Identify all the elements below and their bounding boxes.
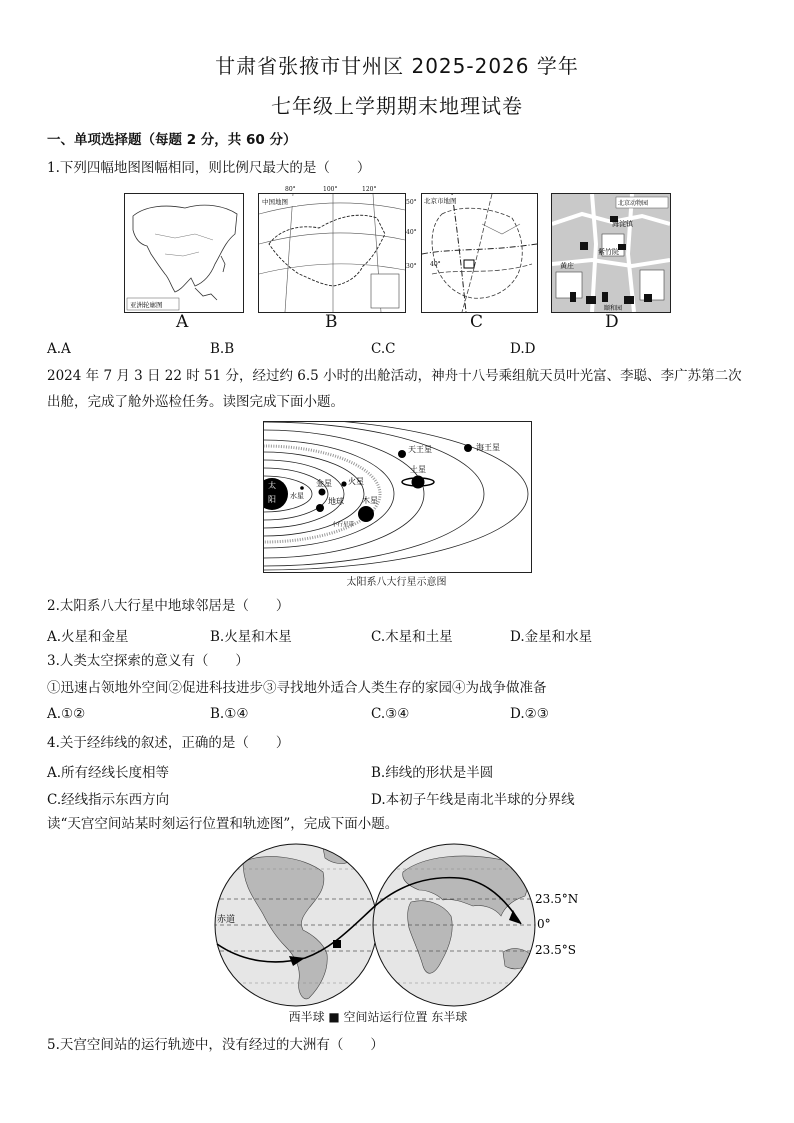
- map-d-label-yiheyuan: 颐和园: [604, 305, 623, 312]
- map-b-lat-50: 50°: [406, 199, 417, 206]
- station-position-icon: [333, 940, 341, 948]
- mercury-label: 水星: [290, 492, 304, 500]
- intro2-line1: 2024 年 7 月 3 日 22 时 51 分，经过约 6.5 小时的出舱活动，神舟十八号乘组航天员叶光富、李聪、李广苏第二次: [47, 368, 742, 384]
- map-d-label-haidian: 海淀镇: [612, 220, 633, 228]
- exam-title-line1: 甘肃省张掖市甘州区 2025-2026 学年: [215, 54, 579, 78]
- map-d-label-zizhuyuan: 紫竹院: [598, 248, 619, 256]
- map-b-lat-40: 40°: [406, 229, 417, 236]
- saturn-icon: [412, 476, 425, 489]
- q2-option-d[interactable]: D.金星和水星: [510, 629, 593, 645]
- q3-items: ①迅速占领地外空间②促进科技进步③寻找地外适合人类生存的家园④为战争做准备: [47, 680, 547, 696]
- q4-stem: 4.关于经纬线的叙述，正确的是（ ）: [47, 735, 290, 751]
- section-heading: 一、单项选择题（每题 2 分，共 60 分）: [47, 132, 297, 148]
- map-b-letter: B: [325, 312, 338, 332]
- neptune-label: 海王星: [476, 443, 500, 452]
- intro5: 读“天宫空间站某时刻运行位置和轨迹图”，完成下面小题。: [47, 816, 399, 832]
- venus-label: 金星: [316, 479, 332, 488]
- map-a-asia-outline: [124, 193, 244, 313]
- equator-label: 赤道: [217, 915, 236, 925]
- jupiter-icon: [358, 506, 374, 522]
- earth-label: 地球: [328, 497, 344, 506]
- mars-label: 火星: [348, 477, 364, 486]
- q1-option-b[interactable]: B.B: [210, 341, 235, 357]
- neptune-icon: [464, 444, 472, 452]
- sun-label-1: 太: [268, 481, 276, 490]
- q3-option-a[interactable]: A.①②: [47, 706, 86, 722]
- lat-23-5n-label: 23.5°N: [535, 892, 579, 906]
- q4-option-c[interactable]: C.经线指示东西方向: [47, 792, 170, 808]
- uranus-label: 天王星: [408, 445, 432, 454]
- map-b-china: [258, 193, 406, 313]
- map-c-letter: C: [470, 312, 484, 332]
- sun-label-2: 阳: [268, 495, 276, 504]
- q3-option-d[interactable]: D.②③: [510, 706, 549, 722]
- map-c-label: 北京市地图: [424, 197, 457, 205]
- q2-stem: 2.太阳系八大行星中地球邻居是（ ）: [47, 598, 290, 614]
- q1-option-c[interactable]: C.C: [371, 341, 396, 357]
- q3-option-c[interactable]: C.③④: [371, 706, 410, 722]
- jupiter-label: 木星: [362, 496, 378, 505]
- q1-option-d[interactable]: D.D: [510, 341, 536, 357]
- venus-icon: [319, 489, 326, 496]
- tiangong-orbit-map: [213, 842, 593, 1008]
- map-b-lon-120: 120°: [362, 186, 377, 193]
- exam-title-line2: 七年级上学期期末地理试卷: [271, 94, 523, 118]
- q2-option-c[interactable]: C.木星和土星: [371, 629, 453, 645]
- q2-option-a[interactable]: A.火星和金星: [47, 629, 129, 645]
- intro2-line2: 出舱，完成了舱外巡检任务。读图完成下面小题。: [47, 394, 344, 410]
- map-b-lat-30: 30°: [406, 263, 417, 270]
- earth-icon: [316, 504, 324, 512]
- map-c-lat: 40°: [430, 261, 441, 268]
- map-c-beijing: [421, 193, 538, 313]
- saturn-label: 土星: [410, 465, 426, 474]
- q1-option-a[interactable]: A.A: [47, 341, 71, 357]
- map-a-letter: A: [176, 312, 189, 332]
- q4-option-a[interactable]: A.所有经线长度相等: [47, 765, 170, 781]
- map-b-label: 中国地图: [262, 198, 288, 206]
- q4-option-d[interactable]: D.本初子午线是南北半球的分界线: [371, 792, 575, 808]
- map-d-letter: D: [605, 312, 619, 332]
- globe-caption: 西半球 ■ 空间站运行位置 东半球: [288, 1010, 468, 1024]
- solar-system-diagram: [263, 421, 532, 573]
- q3-option-b[interactable]: B.①④: [210, 706, 249, 722]
- map-a-label: 亚洲轮廓图: [130, 301, 163, 309]
- uranus-icon: [398, 450, 406, 458]
- mars-icon: [341, 481, 346, 486]
- lat-0-label: 0°: [537, 917, 551, 931]
- map-d-label-zoo: 北京动物园: [618, 200, 649, 207]
- q2-option-b[interactable]: B.火星和木星: [210, 629, 292, 645]
- q1-stem: 1.下列四幅地图图幅相同，则比例尺最大的是（ ）: [47, 160, 371, 176]
- mercury-icon: [300, 486, 304, 490]
- q5-stem: 5.天宫空间站的运行轨迹中，没有经过的大洲有（ ）: [47, 1037, 384, 1053]
- solar-caption: 太阳系八大行星示意图: [346, 577, 447, 588]
- q3-stem: 3.人类太空探索的意义有（ ）: [47, 653, 249, 669]
- lat-23-5s-label: 23.5°S: [535, 943, 576, 957]
- map-d-city-district: [551, 193, 671, 313]
- map-b-lon-80: 80°: [285, 186, 296, 193]
- q4-option-b[interactable]: B.纬线的形状是半圆: [371, 765, 494, 781]
- map-b-lon-100: 100°: [323, 186, 338, 193]
- map-d-label-huangzhuang: 黄庄: [560, 262, 574, 270]
- asteroid-belt-label: 小行星带: [332, 522, 355, 528]
